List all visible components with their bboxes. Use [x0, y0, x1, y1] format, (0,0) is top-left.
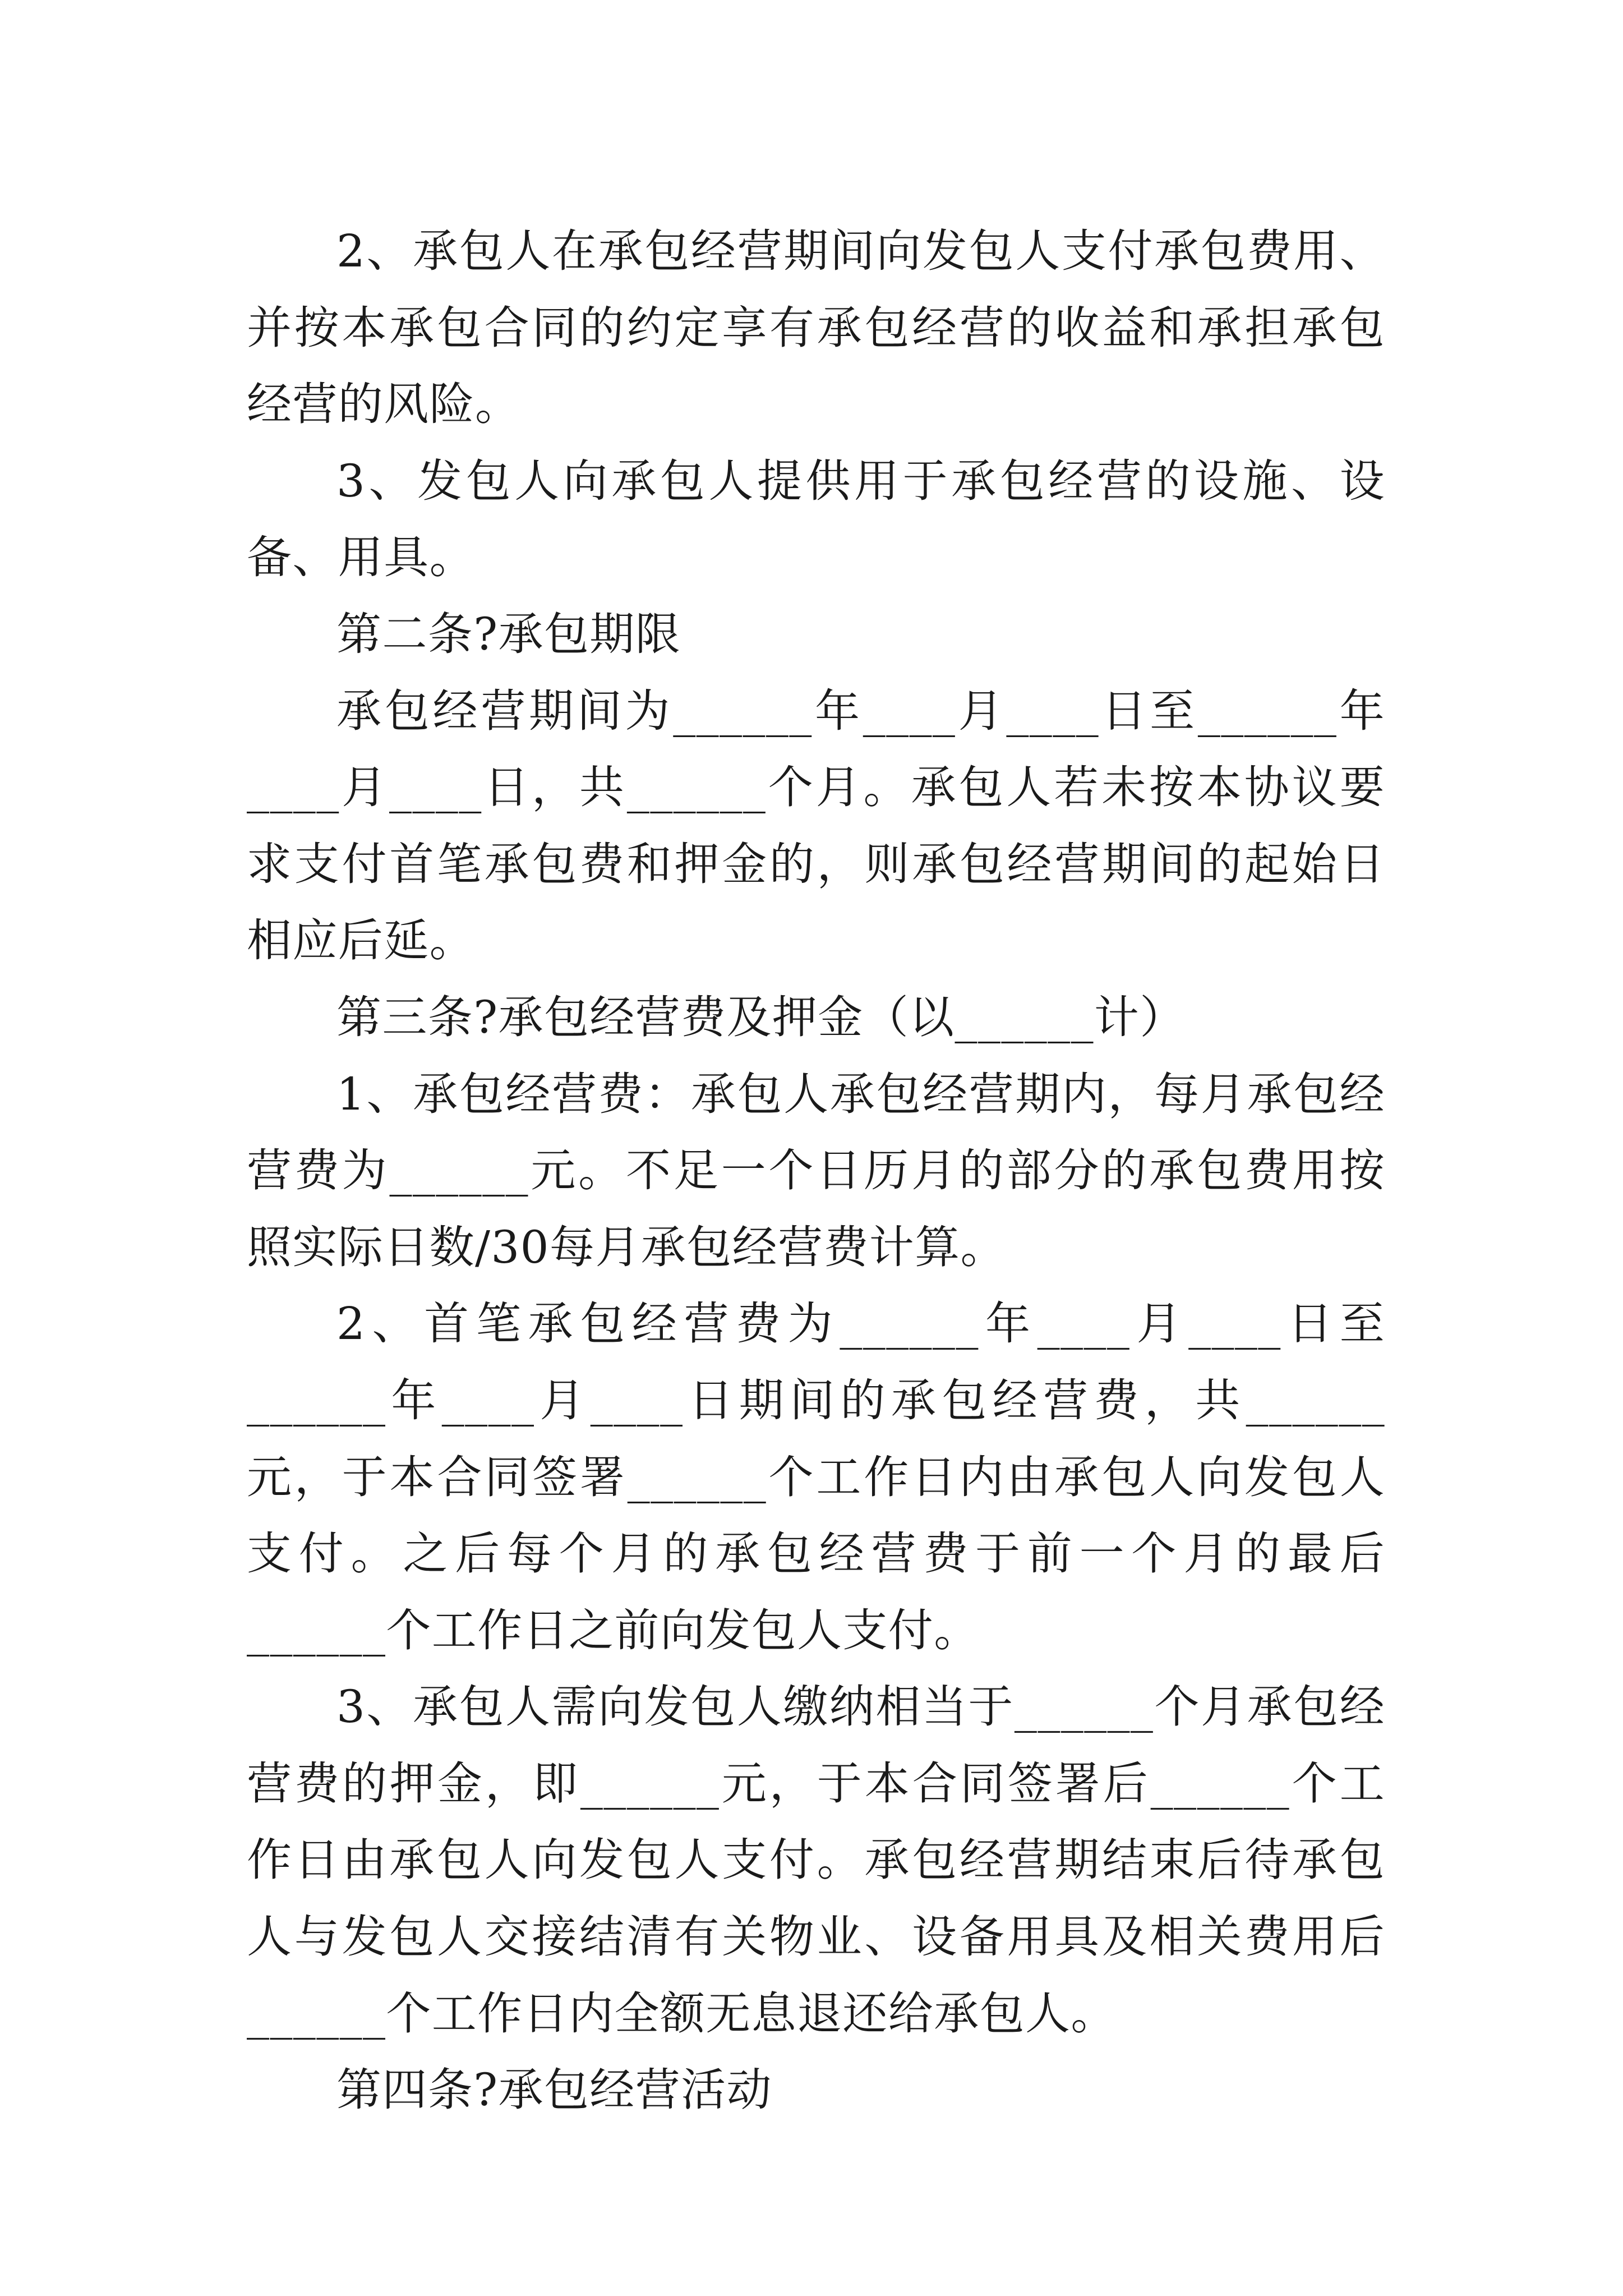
article-heading-term: 第二条?承包期限 — [336, 608, 681, 660]
clause-paragraph-term-period: 承包经营期间为______年____月____日至______年____月____日，共______个月。承包人若未按本协议要求支付首笔承包费和押金的，则承包经营期间的起始日相应后延。 — [247, 684, 1385, 967]
clause-paragraph-facilities: 3、发包人向承包人提供用于承包经营的设施、设备、用具。 — [247, 454, 1385, 584]
contract-text-body — [247, 213, 1385, 2129]
clause-paragraph-monthly-fee: 1、承包经营费：承包人承包经营期内，每月承包经营费为______元。不足一个日历月的部分的承包费用按照实际日数/30每月承包经营费计算。 — [247, 1068, 1385, 1273]
clause-paragraph-contractor-payment: 2、承包人在承包经营期间向发包人支付承包费用、并按本承包合同的约定享有承包经营的收益和承担承包经营的风险。 — [247, 225, 1385, 431]
article-heading-operations: 第四条?承包经营活动 — [336, 2064, 772, 2116]
clause-paragraph-first-payment: 2、首笔承包经营费为______年____月____日至______年____月____日期间的承包经营费，共______元，于本合同签署______个工作日内由承包人向发包人支付。之后每个月的承包经营费于前一个月的最后______个工作日之前向发包人支付。 — [247, 1297, 1385, 1657]
clause-paragraph-deposit: 3、承包人需向发包人缴纳相当于______个月承包经营费的押金，即______元，于本合同签署后______个工作日由承包人向发包人支付。承包经营期结束后待承包人与发包人交接结清有关物业、设备用具及相关费用后______个工作日内全额无息退还给承包人。 — [247, 1681, 1385, 2040]
article-heading-fees-deposit: 第三条?承包经营费及押金（以______计） — [336, 991, 1186, 1043]
